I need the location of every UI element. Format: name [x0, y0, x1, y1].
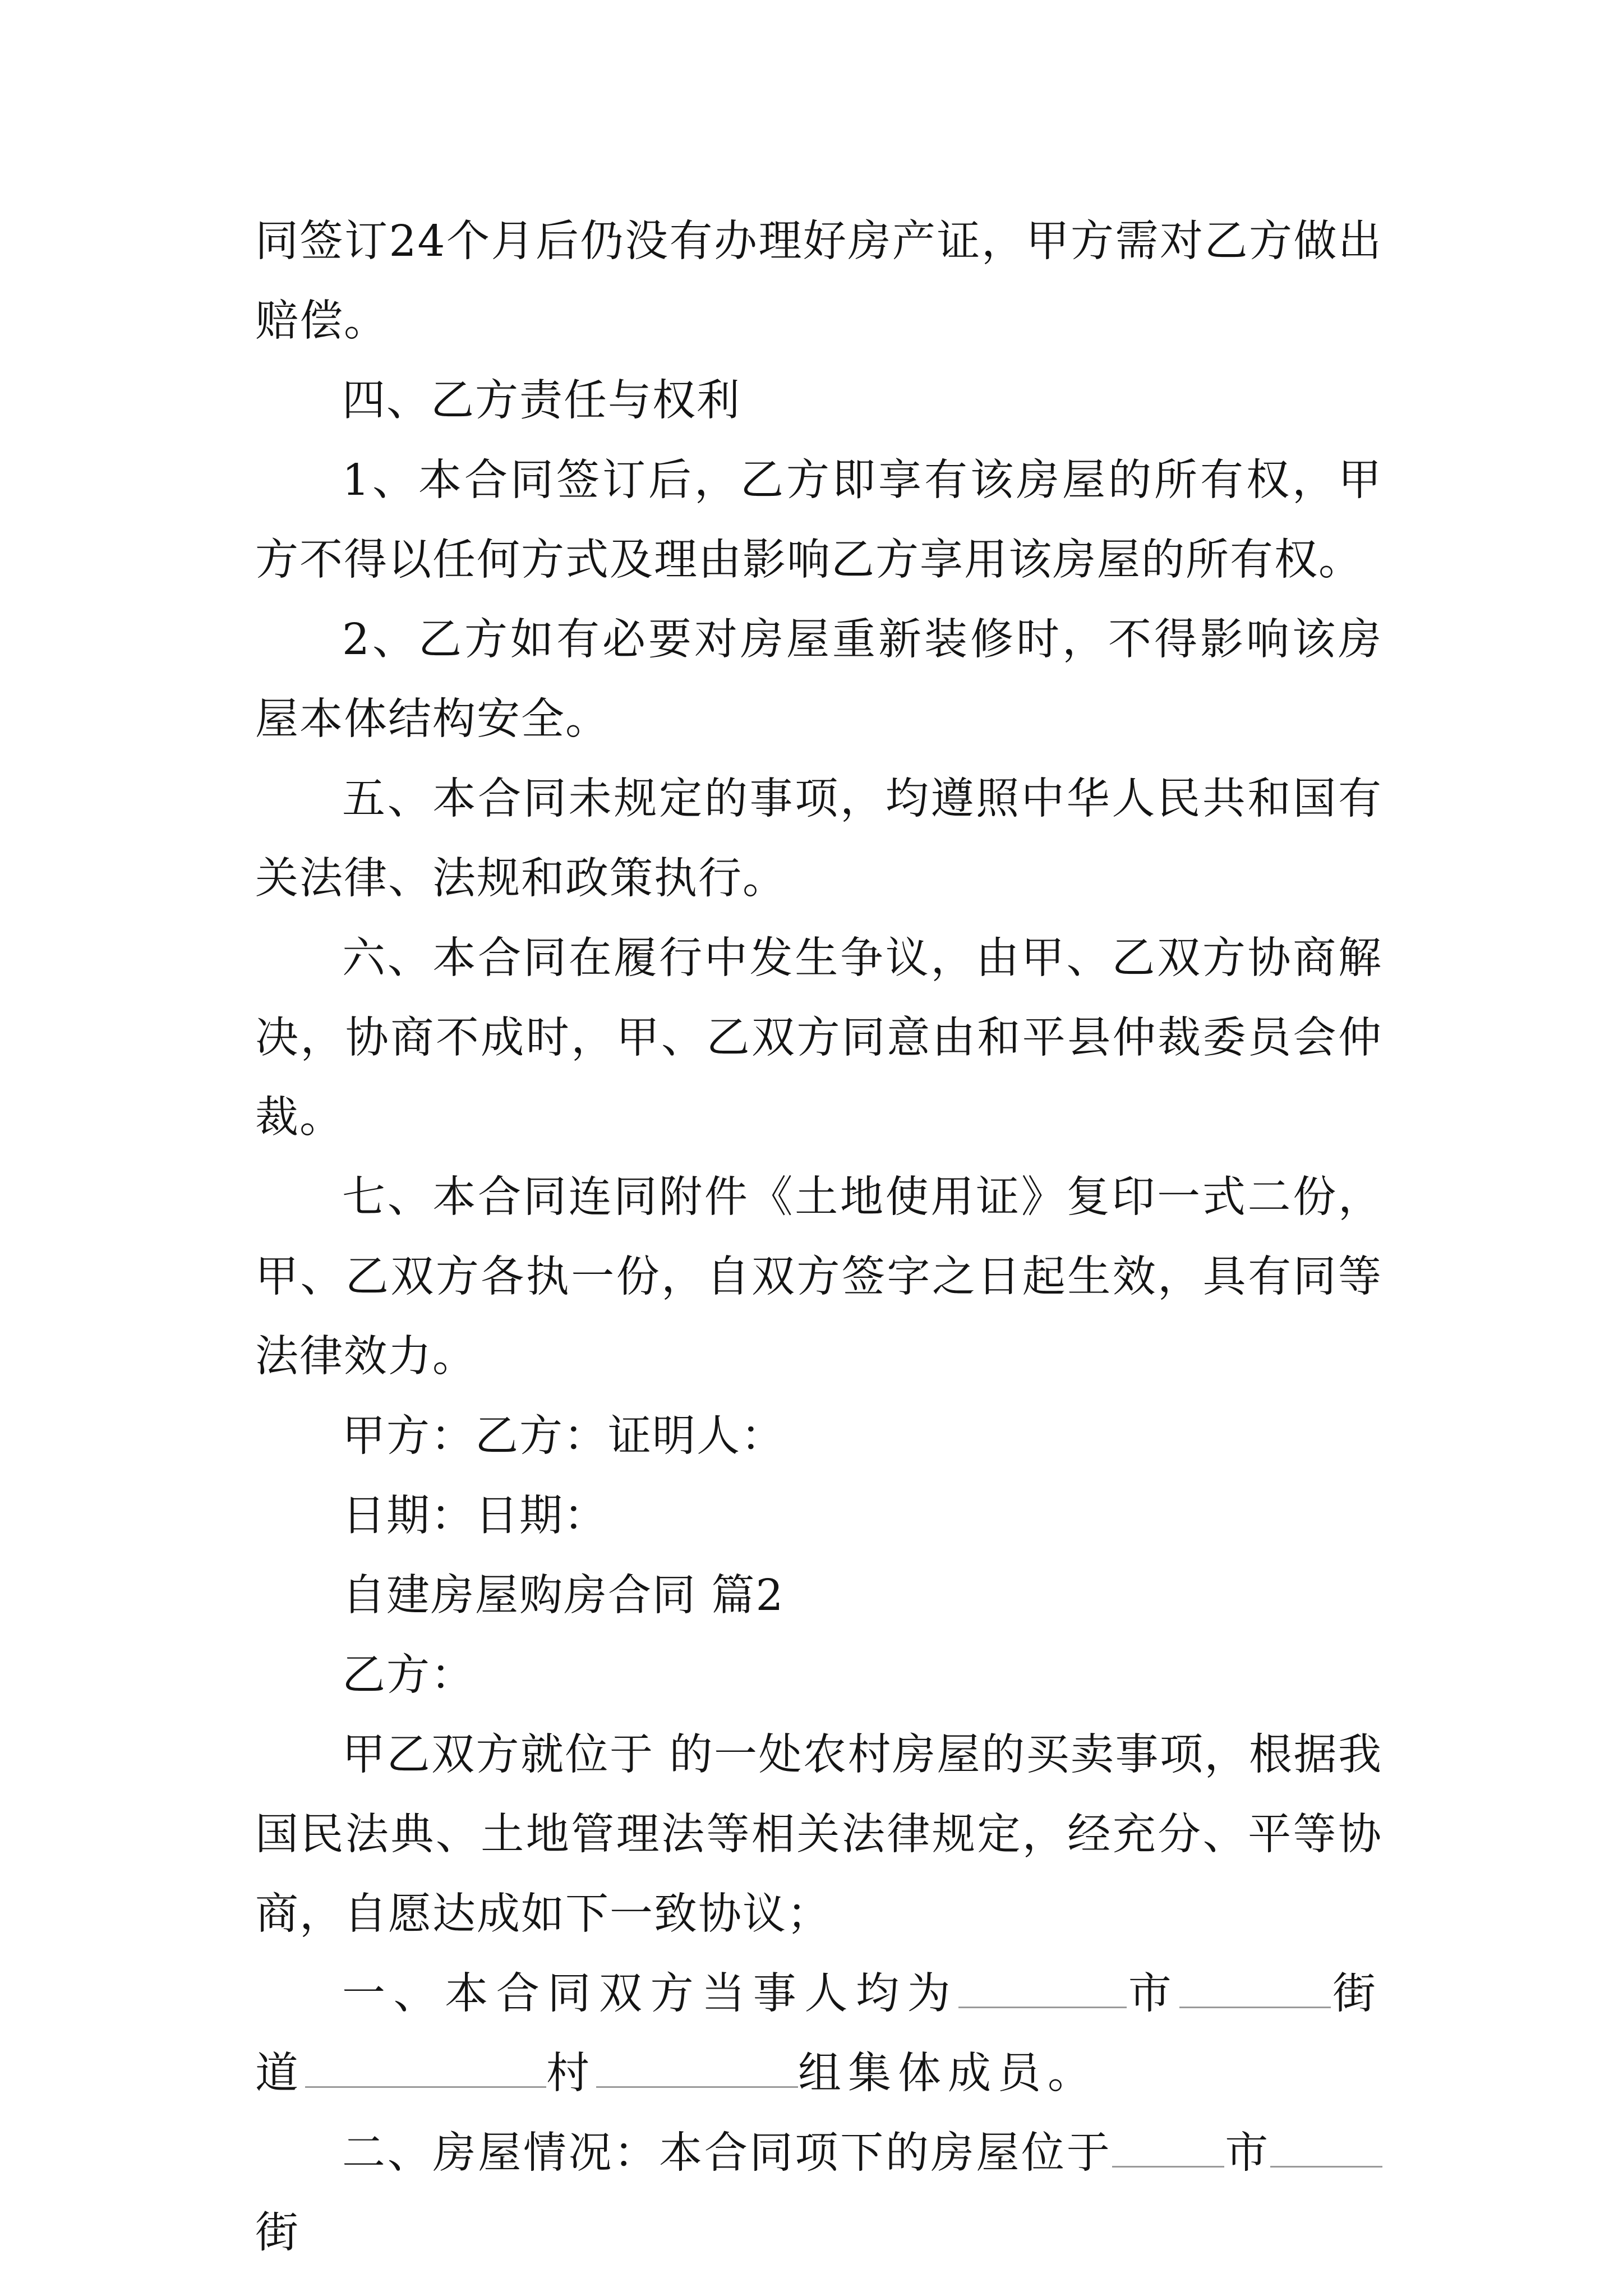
blank-street-field[interactable] — [1179, 1973, 1331, 2008]
clause-two-text-3: 街 — [255, 2208, 299, 2258]
blank-city-field[interactable] — [958, 1973, 1127, 2008]
clause-two — [255, 2114, 1382, 2273]
clause-one-text-4: 村 — [546, 2049, 596, 2099]
signature-line: 甲方：乙方：证明人： — [342, 1411, 785, 1461]
clause-one — [255, 1954, 1382, 2114]
paragraph-renovation: 2、乙方如有必要对房屋重新装修时，不得影响该房屋本体结构安全。 — [255, 615, 1382, 744]
blank-house-street-field[interactable] — [1270, 2132, 1382, 2168]
clause-one-text-3: 街道 — [255, 1969, 1383, 2099]
paragraph-dispute-resolution: 六、本合同在履行中发生争议，由甲、乙双方协商解决，协商不成时，甲、乙双方同意由和平县仲裁委员会仲裁。 — [255, 933, 1382, 1143]
clause-two-text-1: 二、房屋情况：本合同项下的房屋位于 — [342, 2128, 1112, 2178]
contract-text — [255, 202, 1382, 2273]
blank-village-field[interactable] — [305, 2053, 546, 2088]
clause-one-text-5: 组集体成员。 — [798, 2049, 1098, 2099]
party-b-label: 乙方： — [342, 1650, 475, 1700]
paragraph-compensation: 同签订24个月后仍没有办理好房产证，甲方需对乙方做出赔偿。 — [255, 217, 1382, 346]
paragraph-copies-validity: 七、本合同连同附件《土地使用证》复印一式二份，甲、乙双方各执一份，自双方签字之日起生效，具有同等法律效力。 — [255, 1172, 1382, 1382]
paragraph-unspecified-matters: 五、本合同未规定的事项，均遵照中华人民共和国有关法律、法规和政策执行。 — [255, 774, 1382, 904]
clause-one-text-1: 一、本合同双方当事人均为 — [342, 1969, 959, 2019]
clause-two-text-2: 市 — [1224, 2128, 1271, 2178]
blank-house-city-field[interactable] — [1112, 2132, 1224, 2168]
date-line: 日期：日期： — [342, 1491, 608, 1541]
paragraph-ownership: 1、本合同签订后，乙方即享有该房屋的所有权，甲方不得以任何方式及理由影响乙方享用该房屋的所有权。 — [255, 455, 1382, 585]
heading-party-b-responsibilities: 四、乙方责任与权利 — [342, 376, 741, 426]
section-title-contract-2: 自建房屋购房合同 篇2 — [342, 1571, 785, 1621]
blank-group-field[interactable] — [596, 2053, 798, 2088]
clause-one-text-2: 市 — [1127, 1969, 1180, 2019]
paragraph-agreement-intro: 甲乙双方就位于 的一处农村房屋的买卖事项，根据我国民法典、土地管理法等相关法律规定，经充分、平等协商，自愿达成如下一致协议； — [255, 1730, 1382, 1939]
